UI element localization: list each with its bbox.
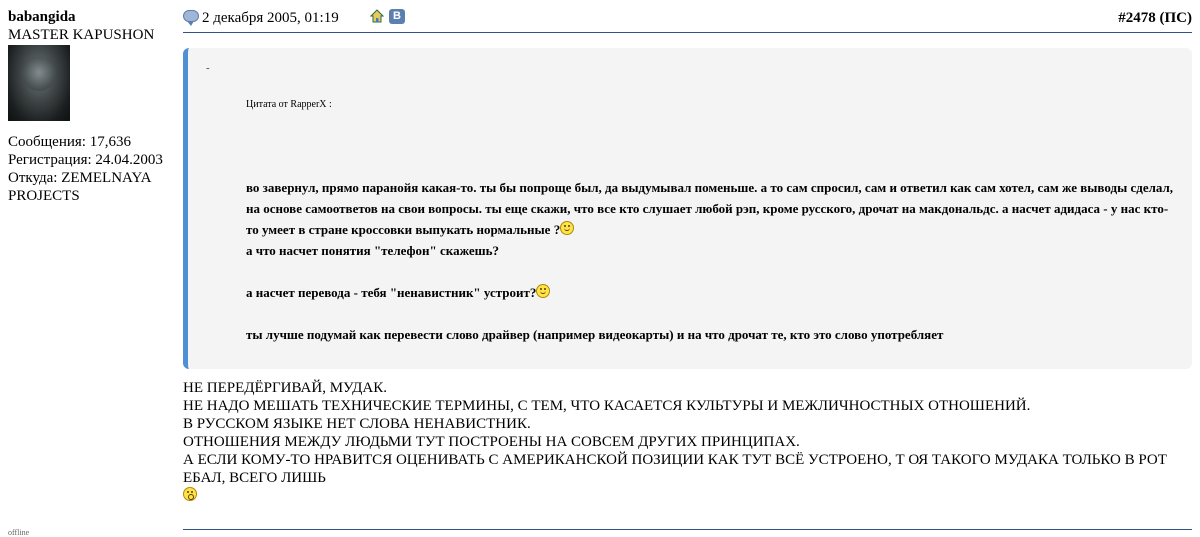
vk-icon[interactable]: B xyxy=(389,9,405,24)
home-icon[interactable] xyxy=(370,9,384,23)
quote-body xyxy=(246,177,1176,345)
post-header xyxy=(183,8,1192,33)
quote-line: а насчет перевода - тебя "ненавистник" устроит? xyxy=(246,285,537,300)
user-title: MASTER KAPUSHON xyxy=(8,27,155,43)
speech-bubble-icon xyxy=(183,10,199,22)
post-body xyxy=(183,379,1192,505)
post-number[interactable] xyxy=(1118,10,1192,27)
avatar[interactable] xyxy=(8,45,70,121)
quote-line: во завернул, прямо паранойя какая-то. ты бы попроще был, да выдумывал поменьше. а то сам спросил, сам и ответил как сам хотел, сам же выводы сделал, на основе самоответов на свои вопросы. ты еще скажи, что все кто слушает любой рэп, кроме русского, дрочат на макдональдс. а насчет адидаса - у нас кто-то умеет в стране кроссовки выпукать нормальные ? xyxy=(246,180,1174,237)
username-link[interactable]: babangida xyxy=(8,9,76,25)
quote-line: а что насчет понятия "телефон" скажешь? xyxy=(246,243,499,258)
quote-block xyxy=(183,48,1192,369)
quote-dash: - xyxy=(206,62,210,74)
post-divider xyxy=(183,529,1192,530)
user-panel xyxy=(8,8,178,205)
post-line: НЕ ПЕРЕДЁРГИВАЙ, МУДАК. xyxy=(183,380,387,396)
scared-smiley-icon xyxy=(183,487,197,501)
smiley-icon xyxy=(536,284,550,298)
post-line: НЕ НАДО МЕШАТЬ ТЕХНИЧЕСКИЕ ТЕРМИНЫ, С ТЕМ, ЧТО КАСАЕТСЯ КУЛЬТУРЫ И МЕЖЛИЧНОСТНЫХ ОТНОШЕНИЙ. xyxy=(183,398,1031,414)
quote-paragraph xyxy=(246,282,1176,303)
smiley-icon xyxy=(560,221,574,235)
post-number-value[interactable]: #2478 xyxy=(1118,10,1156,26)
quote-paragraph xyxy=(246,177,1176,240)
quote-line: ты лучше подумай как перевести слово драйвер (например видеокарты) и на что дрочат те, кто это слово употребляет xyxy=(246,327,944,342)
post-line: А ЕСЛИ КОМУ-ТО НРАВИТСЯ ОЦЕНИВАТЬ С АМЕРИКАНСКОЙ ПОЗИЦИИ КАК ТУТ ВСЁ УСТРОЕНО, Т ОЯ ТАКОГО МУДАКА ТОЛЬКО В РОТ ЕБАЛ, ВСЕГО ЛИШЬ xyxy=(183,452,1167,486)
user-location: Откуда: ZEMELNAYA PROJECTS xyxy=(8,170,151,204)
quote-author: Цитата от RapperX : xyxy=(246,99,332,110)
user-post-count: Сообщения: 17,636 xyxy=(8,134,131,150)
post-date: 2 декабря 2005, 01:19 xyxy=(202,10,339,26)
post-line: ОТНОШЕНИЯ МЕЖДУ ЛЮДЬМИ ТУТ ПОСТРОЕНЫ НА СОВСЕМ ДРУГИХ ПРИНЦИПАХ. xyxy=(183,434,800,450)
user-registration: Регистрация: 24.04.2003 xyxy=(8,152,163,168)
post-number-suffix: (ПС) xyxy=(1159,10,1192,26)
online-status: offline xyxy=(8,528,30,537)
post-line: В РУССКОМ ЯЗЫКЕ НЕТ СЛОВА НЕНАВИСТНИК. xyxy=(183,416,531,432)
